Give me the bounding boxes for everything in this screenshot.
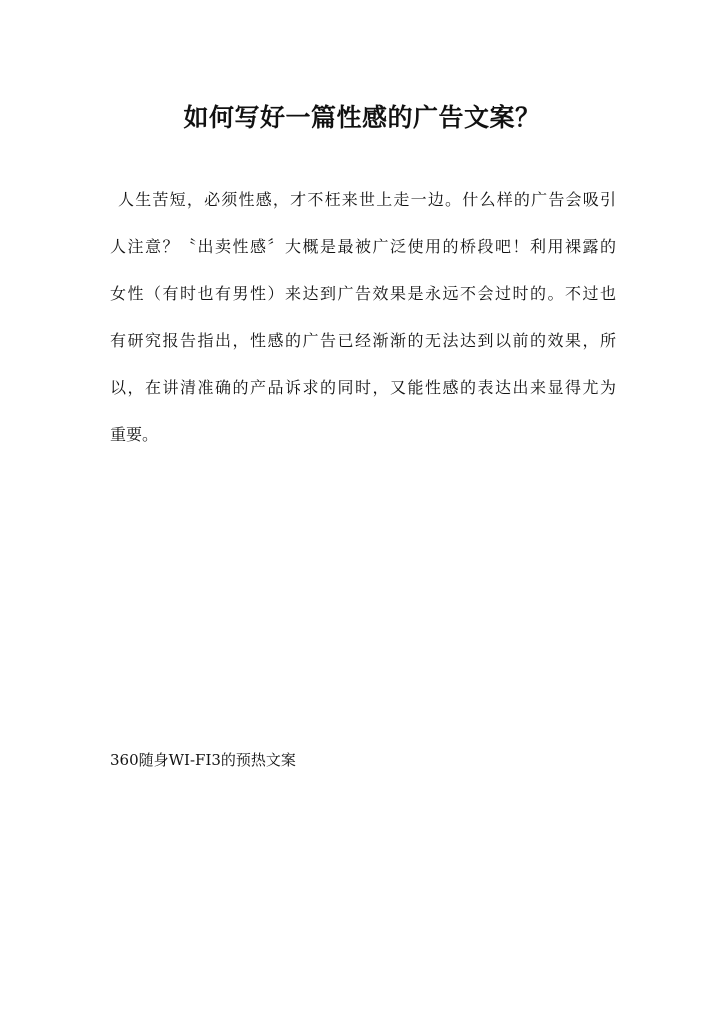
paragraph-line: 重要。 <box>110 425 159 444</box>
body-paragraph <box>110 176 616 458</box>
paragraph-line: 人注意？〝出卖性感〞大概是最被广泛使用的桥段吧！利用裸露的 <box>110 237 616 256</box>
document-title: 如何写好一篇性感的广告文案？ <box>183 103 541 132</box>
paragraph-line: 女性（有时也有男性）来达到广告效果是永远不会过时的。不过也 <box>110 284 616 303</box>
paragraph-line: 人生苦短，必须性感，才不枉来世上走一边。什么样的广告会吸引 <box>118 190 616 209</box>
paragraph-line: 以，在讲清准确的产品诉求的同时，又能性感的表达出来显得尤为 <box>110 378 616 397</box>
section-heading: 360随身WI-FI3的预热文案 <box>110 751 296 769</box>
paragraph-line: 有研究报告指出，性感的广告已经渐渐的无法达到以前的效果，所 <box>110 331 616 350</box>
